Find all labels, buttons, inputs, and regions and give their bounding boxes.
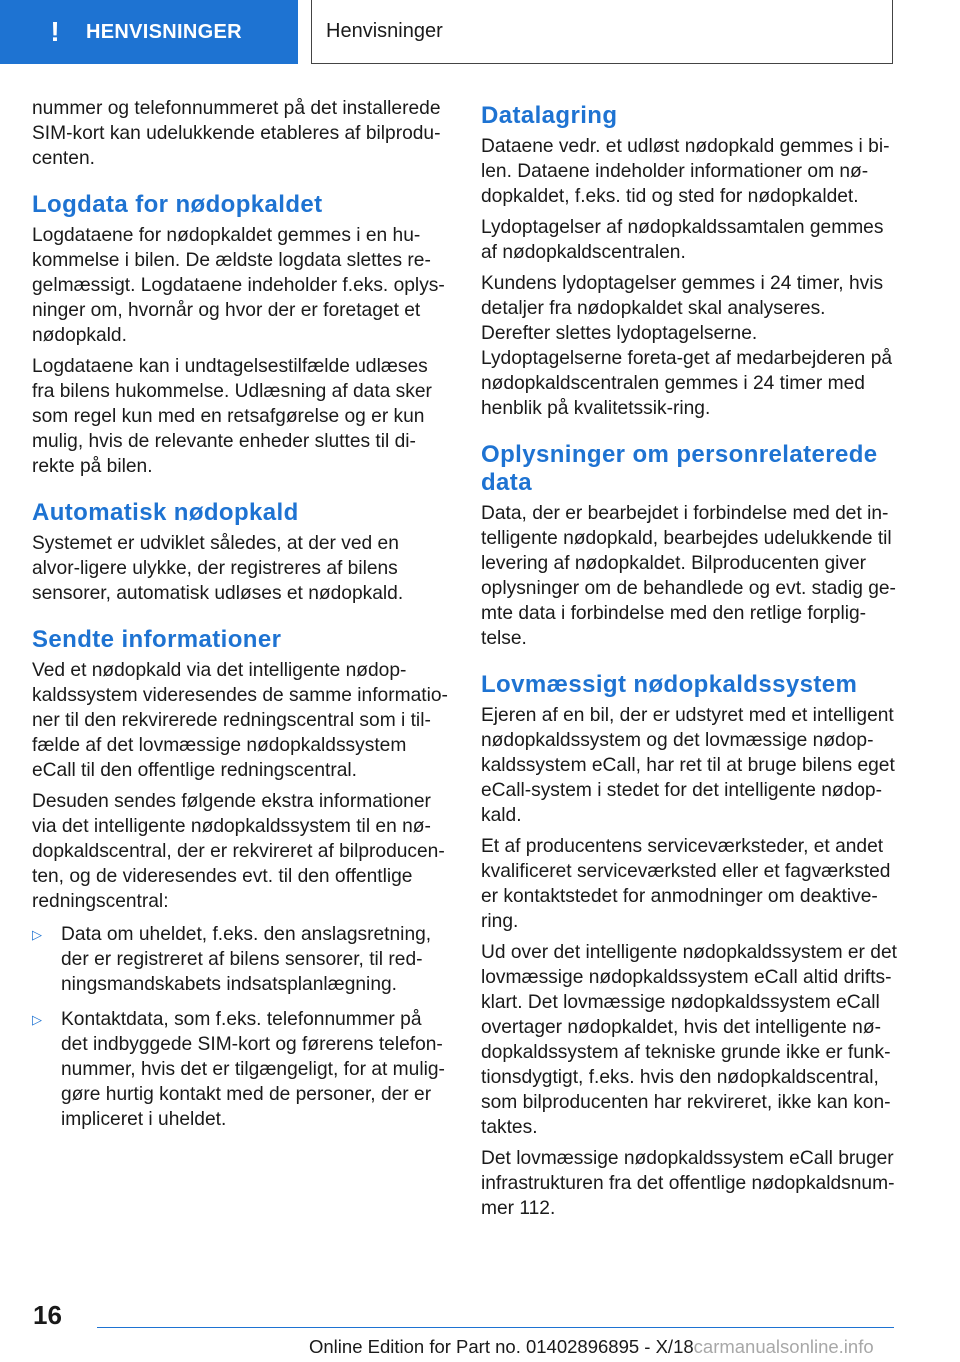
paragraph: Systemet er udviklet således, at der ved en alvor-ligere ulykke, der registreres af bilens sensorer, automatisk udløses et nødopkald. (32, 533, 404, 604)
paragraph: Desuden sendes følgende ekstra informationer via det intelligente nødopkaldssystem til en nø-dopkaldscentral, der er rekvireret af bilproducen-ten, og de videresendes evt. til den offentlige redningscentral: (32, 791, 445, 912)
right-column (481, 96, 899, 1227)
section-title: Henvisninger (326, 20, 443, 42)
paragraph: Det lovmæssige nødopkaldssystem eCall bruger infrastrukturen fra det offentlige nødopkaldsnum-mer 112. (481, 1148, 895, 1219)
heading-oplysninger: Oplysninger om personrelaterede data (481, 441, 878, 496)
heading-datalagring: Datalagring (481, 102, 618, 129)
paragraph: Et af producentens serviceværksteder, et andet kvalificeret serviceværksted eller et fagværksted er kontaktstedet for anmodninger om deaktive-ring. (481, 836, 891, 932)
paragraph: Lydoptagelser af nødopkaldssamtalen gemmes af nødopkaldscentralen. (481, 217, 884, 263)
watermark: carmanualsonline.info (693, 1336, 874, 1357)
paragraph: Logdataene kan i undtagelsestilfælde udlæses fra bilens hukommelse. Udlæsning af data sker som regel kun med en retsafgørelse og er kun mulig, hvis de relevante enheder sluttes til di-rekte på bilen. (32, 356, 432, 477)
heading-automatisk: Automatisk nødopkald (32, 499, 299, 526)
heading-lovmaessigt: Lovmæssigt nødopkaldssystem (481, 671, 858, 698)
edition-text: Online Edition for Part no. 01402896895 - X/18 (309, 1336, 694, 1357)
paragraph: Logdataene for nødopkaldet gemmes i en hu-kommelse i bilen. De ældste logdata slettes re-gelmæssigt. Logdataene indeholder f.eks. oplys-ninger om, hvornår og hvor der er foretaget et nødopkald. (32, 225, 445, 346)
intro-paragraph: nummer og telefonnummeret på det installerede SIM-kort kan udelukkende etableres af bilprodu-centen. (32, 98, 441, 169)
left-column (32, 96, 450, 1142)
section-header (311, 0, 893, 64)
list-item (32, 922, 450, 997)
heading-logdata: Logdata for nødopkaldet (32, 191, 323, 218)
list-item-text: Kontaktdata, som f.eks. telefonnummer på det indbyggede SIM-kort og førerens telefon-nummer, hvis det er tilgængeligt, for at mulig-gøre hurtig kontakt med de personer, der er impliceret i uheldet. (61, 1009, 445, 1130)
triangle-bullet-icon: ▷ (32, 1012, 42, 1027)
heading-sendte: Sendte informationer (32, 626, 282, 653)
list-item (32, 1007, 450, 1132)
paragraph: Ejeren af en bil, der er udstyret med et intelligent nødopkaldssystem og det lovmæssige nødop-kaldssystem eCall, har ret til at bruge bilens eget eCall-system i stedet for det intelligente nødop-kald. (481, 705, 895, 826)
list-item-text: Data om uheldet, f.eks. den anslagsretning, der er registreret af bilens sensorer, til red-ningsmandskabets indsatsplanlægning. (61, 924, 432, 995)
paragraph: Ved et nødopkald via det intelligente nødop-kaldssystem videresendes de samme informatio-ner til den rekvirerede redningscentral som i til-fælde af det lovmæssige nødopkaldssystem eCall til den offentlige redningscentral. (32, 660, 448, 781)
paragraph: Kundens lydoptagelser gemmes i 24 timer, hvis detaljer fra nødopkaldet skal analyseres. Derefter slettes lydoptagelserne. Lydoptagelserne foreta-get af medarbejderen på nødopkaldscentralen gemmes i 24 timer med henblik på kvalitetssik-ring. (481, 273, 893, 419)
footer (309, 1336, 874, 1358)
chapter-title: HENVISNINGER (86, 20, 242, 43)
footer-divider (97, 1327, 894, 1328)
paragraph: Dataene vedr. et udløst nødopkald gemmes i bi-len. Dataene indeholder informationer om nø-dopkaldet, f.eks. tid og sted for nødopkaldet. (481, 136, 890, 207)
chapter-tab (0, 0, 298, 64)
exclamation-icon: ! (50, 16, 60, 47)
page-number: 16 (33, 1300, 62, 1330)
paragraph: Ud over det intelligente nødopkaldssystem er det lovmæssige nødopkaldssystem eCall altid drifts-klart. Det lovmæssige nødopkaldssystem eCall overtager nødopkaldet, hvis det intelligente nø-dopkaldssystem af tekniske grunde ikke er funk-tionsdygtigt, f.eks. hvis den nødopkaldscentral, som bilproducenten har rekvireret, ikke kan kon-taktes. (481, 942, 897, 1138)
triangle-bullet-icon: ▷ (32, 927, 42, 942)
bullet-list (32, 922, 450, 1132)
paragraph: Data, der er bearbejdet i forbindelse med det in-telligente nødopkald, bearbejdes udelukkende til levering af nødopkaldet. Bilproducenten giver oplysninger om de behandlede og evt. stadig ge-mte data i forbindelse med den retlige forplig-telse. (481, 503, 896, 649)
